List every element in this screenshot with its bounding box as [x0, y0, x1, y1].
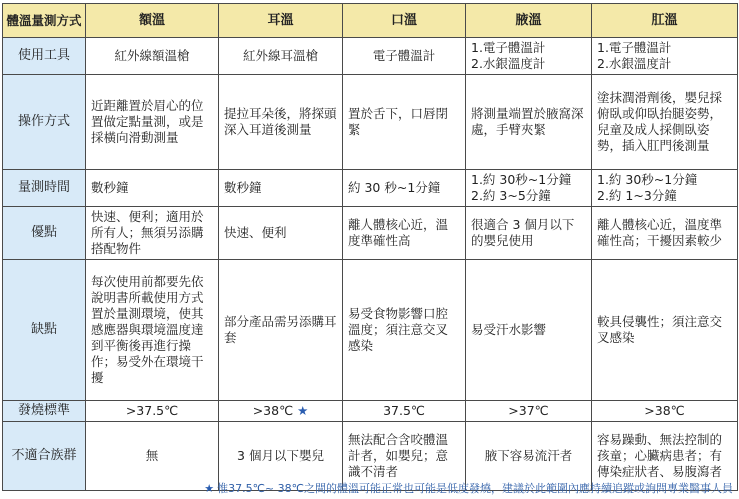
cell-fever-ear-value: >38℃: [252, 403, 294, 418]
footnote-text: 惟37.5℃~ 38℃之間的體溫可能正常也可能是低度發燒，建議於此範圍內應持續追蹤或詢問專業醫事人員: [217, 482, 733, 495]
row-fever: [3, 401, 738, 422]
cell-tool-rectal-line2: 2.水銀溫度計: [597, 56, 672, 71]
cell-time-forehead: 數秒鐘: [86, 170, 219, 207]
cell-unfit-forehead: 無: [86, 422, 219, 491]
cell-disadvantage-ear: 部分產品需另添購耳套: [219, 260, 343, 401]
cell-operation-ear: 提拉耳朵後，將探頭深入耳道後測量: [219, 75, 343, 170]
cell-time-rectal: [592, 170, 738, 207]
cell-advantage-rectal: 離人體核心近，溫度準確性高；干擾因素較少: [592, 207, 738, 260]
header-forehead: 額溫: [86, 4, 219, 38]
cell-unfit-axillary: 腋下容易流汗者: [466, 422, 592, 491]
row-operation: [3, 75, 738, 170]
header-row: [3, 4, 738, 38]
cell-tool-forehead: 紅外線額溫槍: [86, 38, 219, 75]
cell-tool-axillary: [466, 38, 592, 75]
footnote-star-icon: ★: [204, 482, 215, 495]
header-ear: 耳溫: [219, 4, 343, 38]
rowhead-unfit: 不適合族群: [3, 422, 86, 491]
cell-disadvantage-axillary: 易受汗水影響: [466, 260, 592, 401]
cell-tool-rectal-line1: 1.電子體溫計: [597, 40, 672, 55]
cell-unfit-ear: 3 個月以下嬰兒: [219, 422, 343, 491]
cell-tool-rectal: [592, 38, 738, 75]
rowhead-advantage: 優點: [3, 207, 86, 260]
cell-fever-oral: 37.5℃: [343, 401, 466, 422]
cell-disadvantage-oral: 易受食物影響口腔溫度；須注意交叉感染: [343, 260, 466, 401]
cell-disadvantage-rectal: 較具侵襲性；須注意交叉感染: [592, 260, 738, 401]
cell-advantage-ear: 快速、便利: [219, 207, 343, 260]
footnote: [204, 480, 733, 496]
rowhead-disadvantage: 缺點: [3, 260, 86, 401]
temperature-comparison-table: [2, 3, 738, 491]
star-icon: ★: [297, 403, 309, 418]
rowhead-time: 量測時間: [3, 170, 86, 207]
cell-time-axillary-line2: 2.約 3~5分鐘: [471, 188, 551, 203]
row-tool: [3, 38, 738, 75]
cell-tool-ear: 紅外線耳溫槍: [219, 38, 343, 75]
cell-fever-forehead: >37.5℃: [86, 401, 219, 422]
rowhead-fever: 發燒標準: [3, 401, 86, 422]
cell-tool-axillary-line1: 1.電子體溫計: [471, 40, 546, 55]
cell-time-rectal-line1: 1.約 30秒~1分鐘: [597, 172, 698, 187]
rowhead-operation: 操作方式: [3, 75, 86, 170]
cell-unfit-oral: 無法配合含咬體溫計者，如嬰兒；意識不清者: [343, 422, 466, 491]
cell-time-oral: 約 30 秒~1分鐘: [343, 170, 466, 207]
cell-disadvantage-forehead: 每次使用前都要先依說明書所載使用方式置於量測環境，使其感應器與環境溫度達到平衡後再進行操作；易受外在環境干擾: [86, 260, 219, 401]
cell-time-axillary: [466, 170, 592, 207]
cell-advantage-oral: 離人體核心近，溫度準確性高: [343, 207, 466, 260]
cell-time-axillary-line1: 1.約 30秒~1分鐘: [471, 172, 572, 187]
rowhead-tool: 使用工具: [3, 38, 86, 75]
cell-advantage-axillary: 很適合 3 個月以下的嬰兒使用: [466, 207, 592, 260]
cell-operation-rectal: 塗抹潤滑劑後，嬰兒採俯臥或仰臥抬腿姿勢，兒童及成人採側臥姿勢，插入肛門後測量: [592, 75, 738, 170]
cell-fever-axillary: >37℃: [466, 401, 592, 422]
header-corner: 體溫量測方式: [3, 4, 86, 38]
row-disadvantage: [3, 260, 738, 401]
cell-time-rectal-line2: 2.約 1~3分鐘: [597, 188, 677, 203]
cell-operation-forehead: 近距離置於眉心的位置做定點量測，或是採橫向滑動測量: [86, 75, 219, 170]
cell-fever-rectal: >38℃: [592, 401, 738, 422]
cell-operation-axillary: 將測量端置於腋窩深處，手臂夾緊: [466, 75, 592, 170]
row-advantage: [3, 207, 738, 260]
cell-operation-oral: 置於舌下，口唇閉緊: [343, 75, 466, 170]
header-oral: 口溫: [343, 4, 466, 38]
cell-tool-oral: 電子體溫計: [343, 38, 466, 75]
header-axillary: 腋溫: [466, 4, 592, 38]
header-rectal: 肛溫: [592, 4, 738, 38]
cell-unfit-rectal: 容易躁動、無法控制的孩童；心臟病患者；有傳染症狀者、易腹瀉者: [592, 422, 738, 491]
cell-fever-ear: [219, 401, 343, 422]
row-time: [3, 170, 738, 207]
cell-advantage-forehead: 快速、便利；適用於所有人；無須另添購搭配物件: [86, 207, 219, 260]
cell-time-ear: 數秒鐘: [219, 170, 343, 207]
cell-tool-axillary-line2: 2.水銀溫度計: [471, 56, 546, 71]
